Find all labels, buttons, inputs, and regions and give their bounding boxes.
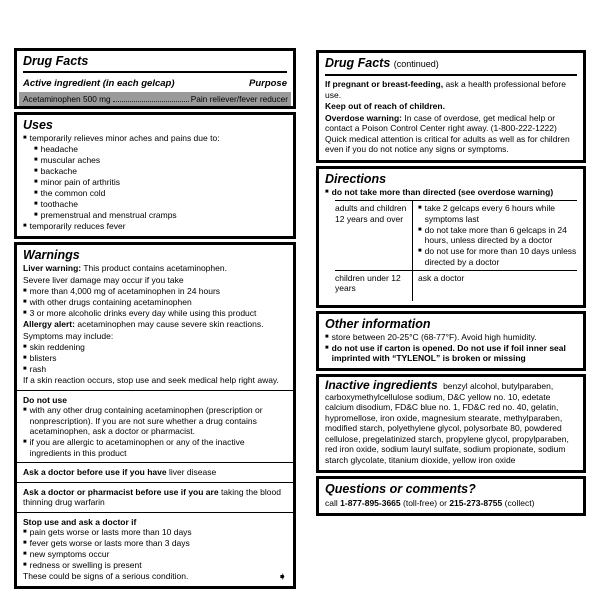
stop-use-bullet: ■ new symptoms occur bbox=[23, 549, 287, 560]
allergy-footer: If a skin reaction occurs, stop use and seek medical help right away. bbox=[23, 375, 279, 385]
directions-box bbox=[316, 166, 586, 308]
divider bbox=[17, 390, 293, 391]
directions-age-group: children under 12 years bbox=[335, 272, 401, 293]
liver-warning-bullet-list bbox=[23, 286, 287, 319]
pregnant-line: If pregnant or breast-feeding, ask a health professional before use. bbox=[325, 79, 566, 100]
pregnant-label: If pregnant or breast-feeding, bbox=[325, 79, 444, 89]
uses-sub-bullet-list bbox=[34, 144, 287, 221]
keep-away-line: Keep out of reach of children. bbox=[325, 101, 445, 111]
do-not-use-bullet: ■ if you are allergic to acetaminophen or any of the inactive ingredients in this product bbox=[23, 437, 287, 458]
active-ingredient-header-row bbox=[23, 76, 287, 92]
seal-bullet: ■ do not use if carton is opened. Do not use if foil inner seal imprinted with “TYLENOL” is broken or missing bbox=[325, 343, 577, 364]
ask-doctor-label: Ask a doctor before use if you have bbox=[23, 467, 167, 477]
active-ingredient-name: Acetaminophen 500 mg bbox=[23, 93, 111, 104]
directions-bullet: ■ do not take more than 6 gelcaps in 24 hours, unless directed by a doctor bbox=[418, 225, 577, 246]
do-not-use-bullet: ■ with any other drug containing acetaminophen (prescription or nonprescription). If you are not sure whether a drug contains acetaminophen, ask a doctor or pharmacist. bbox=[23, 405, 287, 437]
continued-suffix: (continued) bbox=[393, 59, 439, 69]
continue-arrow-icon: ➧ bbox=[277, 570, 287, 583]
allergy-bullet: ■ rash bbox=[23, 364, 287, 375]
liver-warning-bullet: ■ 3 or more alcoholic drinks every day while using this product bbox=[23, 308, 287, 319]
liver-warning-bullet: ■ more than 4,000 mg of acetaminophen in 24 hours bbox=[23, 286, 287, 297]
uses-fever-bullet bbox=[23, 221, 287, 232]
uses-sub-bullet: ■ toothache bbox=[34, 199, 287, 210]
liver-warning-label: Liver warning: bbox=[23, 263, 82, 273]
collect-number: 215-273-8755 bbox=[449, 498, 503, 508]
overdose-warning-label: Overdose warning: bbox=[325, 112, 402, 123]
drug-facts-panel-right bbox=[316, 50, 586, 516]
uses-sub-bullet: ■ backache bbox=[34, 166, 287, 177]
directions-age-group: adults and children 12 years and over bbox=[335, 203, 407, 224]
uses-box bbox=[14, 112, 296, 239]
overdose-warning-line: Overdose warning: In case of overdose, get medical help or contact a Poison Control Center right away. (1-800-222-1222) Quick medical attention is critical for adults as well as for children even if you do not notice any signs or symptoms. bbox=[325, 112, 570, 154]
questions-box bbox=[316, 476, 586, 516]
drug-facts-panel-left bbox=[14, 48, 296, 589]
stop-use-bullet: ■ redness or swelling is present bbox=[23, 560, 287, 571]
uses-sub-bullet: ■ the common cold bbox=[34, 188, 287, 199]
ask-pharmacist-label: Ask a doctor or pharmacist before use if you are bbox=[23, 486, 219, 497]
directions-table bbox=[335, 200, 577, 301]
warnings-title: Warnings bbox=[23, 248, 80, 262]
active-ingredient-heading: Active ingredient (in each gelcap) bbox=[23, 78, 175, 89]
stop-use-footer-row bbox=[23, 571, 287, 582]
uses-sub-bullet: ■ premenstrual and menstrual cramps bbox=[34, 210, 287, 221]
liver-warning-bullet: ■ with other drugs containing acetaminophen bbox=[23, 297, 287, 308]
liver-warning-text: Liver warning: This product contains acetaminophen. bbox=[23, 263, 227, 273]
allergy-alert-label: Allergy alert: bbox=[23, 319, 75, 329]
uses-sub-bullet: ■ headache bbox=[34, 144, 287, 155]
uses-sub-bullet: ■ minor pain of arthritis bbox=[34, 177, 287, 188]
directions-row-children bbox=[335, 270, 577, 301]
divider bbox=[17, 482, 293, 483]
inactive-ingredients-title: Inactive ingredients bbox=[325, 378, 438, 392]
uses-title: Uses bbox=[23, 118, 53, 132]
title-rule bbox=[23, 71, 287, 73]
purpose-heading: Purpose bbox=[248, 78, 287, 89]
allergy-symptoms-line: Symptoms may include: bbox=[23, 330, 114, 341]
inactive-ingredients-text: benzyl alcohol, butylparaben, carboxymethylcellulose sodium, D&C yellow no. 10, edetate calcium disodium, FD&C blue no. 1, FD&C red no. 40, gelatin, hypromellose, iron oxide, magnesium stearate, methylparaben, modified starch, polyethylene glycol, polysorbate 80, powdered cellulose, pregelatinized starch, propylene glycol, propylparaben, red iron oxide, sodium lauryl sulfate, sodium propionate, sodium starch glycolate, titanium dioxide, yellow iron oxide bbox=[325, 381, 569, 465]
storage-bullet: ■ store between 20-25°C (68-77°F). Avoid high humidity. bbox=[325, 332, 577, 343]
ask-pharmacist-line: Ask a doctor or pharmacist before use if you are taking the blood thinning drug warfarin bbox=[23, 486, 281, 507]
allergy-bullet: ■ skin reddening bbox=[23, 342, 287, 353]
questions-phone-line: call 1-877-895-3665 (toll-free) or 215-273-8755 (collect) bbox=[325, 498, 535, 508]
inactive-ingredients-box bbox=[316, 374, 586, 473]
warnings-box bbox=[14, 242, 296, 589]
uses-intro-bullet bbox=[23, 133, 287, 144]
questions-title: Questions or comments? bbox=[325, 482, 476, 496]
do-not-use-bullet-list bbox=[23, 405, 287, 458]
title-rule bbox=[325, 74, 577, 76]
continued-general-box bbox=[316, 50, 586, 163]
purpose-value: Pain reliever/fever reducer bbox=[190, 93, 288, 104]
stop-use-footer-text: These could be signs of a serious condition. bbox=[23, 571, 189, 581]
stop-use-label: Stop use and ask a doctor if bbox=[23, 516, 137, 527]
other-information-title: Other information bbox=[325, 316, 431, 331]
ask-doctor-line: Ask a doctor before use if you have liver disease bbox=[23, 467, 217, 477]
directions-instructions bbox=[412, 201, 577, 270]
active-ingredient-row bbox=[19, 92, 291, 107]
liver-warning-line2: Severe liver damage may occur if you take bbox=[23, 274, 184, 285]
do-not-use-label: Do not use bbox=[23, 394, 67, 405]
tollfree-number: 1-877-895-3665 bbox=[340, 498, 401, 508]
uses-sub-bullet: ■ muscular aches bbox=[34, 155, 287, 166]
uses-fever-text: ■ temporarily reduces fever bbox=[29, 221, 126, 231]
drug-facts-title: Drug Facts bbox=[23, 54, 89, 68]
directions-bullet: ■ take 2 gelcaps every 6 hours while symptoms last bbox=[418, 203, 577, 224]
inactive-ingredients-paragraph bbox=[325, 380, 577, 465]
allergy-bullet: ■ blisters bbox=[23, 353, 287, 364]
title-active-ingredient-box bbox=[14, 48, 296, 109]
stop-use-bullet-list bbox=[23, 527, 287, 571]
divider bbox=[17, 512, 293, 513]
divider bbox=[17, 462, 293, 463]
allergy-bullet-list bbox=[23, 342, 287, 375]
allergy-alert-text: Allergy alert: acetaminophen may cause severe skin reactions. bbox=[23, 319, 264, 329]
directions-title: Directions bbox=[325, 171, 387, 186]
dotted-leader bbox=[113, 101, 189, 102]
other-information-box bbox=[316, 311, 586, 372]
directions-instructions: ask a doctor bbox=[412, 271, 577, 301]
drug-facts-continued-title: Drug Facts (continued) bbox=[325, 56, 439, 70]
directions-row-adults bbox=[335, 200, 577, 270]
directions-header-bullet: ■ do not take more than directed (see overdose warning) bbox=[325, 187, 577, 198]
stop-use-bullet: ■ pain gets worse or lasts more than 10 days bbox=[23, 527, 287, 538]
directions-bullet: ■ do not use for more than 10 days unless directed by a doctor bbox=[418, 246, 577, 267]
uses-intro-text: ■ temporarily relieves minor aches and pains due to: bbox=[29, 133, 220, 143]
stop-use-bullet: ■ fever gets worse or lasts more than 3 days bbox=[23, 538, 287, 549]
